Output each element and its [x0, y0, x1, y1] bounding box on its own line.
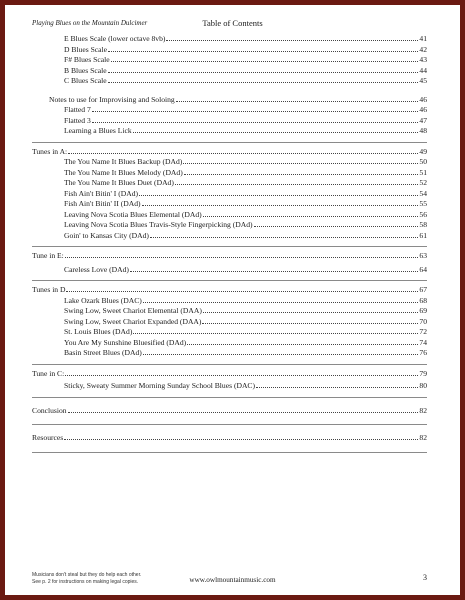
toc-entry[interactable]: Leaving Nova Scotia Blues Travis-Style Fingerpicking (DAd) 58: [64, 220, 427, 229]
toc-entry[interactable]: F# Blues Scale 43: [64, 55, 427, 64]
toc-heading-tunes-in-a[interactable]: Tunes in A: 49: [32, 146, 427, 156]
toc-heading-tune-in-c[interactable]: Tune in C: 79: [32, 368, 427, 378]
running-head: Playing Blues on the Mountain Dulcimer: [32, 19, 148, 27]
toc-entry[interactable]: Goin' to Kansas City (DAd) 61: [64, 230, 427, 240]
toc-entry[interactable]: Basin Street Blues (DAd) 76: [64, 348, 427, 357]
section-divider: [32, 142, 427, 143]
toc-entry[interactable]: The You Name It Blues Duet (DAd) 52: [64, 178, 427, 187]
toc-entry[interactable]: You Are My Sunshine Bluesified (DAd) 74: [64, 337, 427, 347]
toc-heading-conclusion[interactable]: Conclusion 82: [32, 405, 427, 415]
toc-entry[interactable]: Fish Ain't Bitin' II (DAd) 55: [64, 199, 427, 208]
footer-note-line: See p. 2 for instructions on making legal copies.: [32, 578, 139, 585]
section-divider: [32, 246, 427, 247]
section-divider: [32, 364, 427, 365]
toc-entry[interactable]: D Blues Scale 42: [64, 44, 427, 54]
toc-entry[interactable]: E Blues Scale (lower octave 8vb) 41: [64, 34, 427, 43]
toc-entry[interactable]: Leaving Nova Scotia Blues Elemental (DAd) 56: [64, 209, 427, 219]
toc-entry[interactable]: Careless Love (DAd) 64: [64, 264, 427, 274]
toc-entry[interactable]: The You Name It Blues Backup (DAd) 50: [64, 157, 427, 166]
document-page: [5, 5, 460, 595]
toc-heading-tune-in-e[interactable]: Tune in E: 63: [32, 251, 427, 260]
toc-heading-resources[interactable]: Resources 82: [32, 433, 427, 442]
table-of-contents: [32, 33, 427, 456]
toc-entry[interactable]: Lake Ozark Blues (DAC) 68: [64, 295, 427, 305]
toc-heading-improvising[interactable]: Notes to use for Improvising and Soloing 46: [49, 94, 427, 104]
toc-entry[interactable]: Flatted 7 46: [64, 105, 427, 114]
toc-entry[interactable]: B Blues Scale 44: [64, 65, 427, 75]
toc-entry[interactable]: Sticky, Sweaty Summer Morning Sunday School Blues (DAC) 80: [64, 381, 427, 390]
section-divider: [32, 397, 427, 398]
page-title: Table of Contents: [202, 18, 263, 28]
toc-entry[interactable]: Flatted 3 47: [64, 115, 427, 125]
section-divider: [32, 452, 427, 453]
toc-entry[interactable]: Swing Low, Sweet Chariot Expanded (DAA) 70: [64, 316, 427, 326]
section-divider: [32, 280, 427, 281]
toc-entry[interactable]: Swing Low, Sweet Chariot Elemental (DAA) 69: [64, 306, 427, 315]
toc-entry[interactable]: Learning a Blues Lick 48: [64, 126, 427, 135]
toc-entry[interactable]: C Blues Scale 45: [64, 76, 427, 85]
toc-entry[interactable]: Fish Ain't Bitin' I (DAd) 54: [64, 188, 427, 198]
toc-heading-tunes-in-d[interactable]: Tunes in D 67: [32, 285, 427, 294]
footer-note-line: Musicians don't steal but they do help each other.: [32, 572, 142, 578]
toc-entry[interactable]: The You Name It Blues Melody (DAd) 51: [64, 167, 427, 177]
page-number: 3: [423, 573, 427, 582]
footer-url[interactable]: www.owlmountainmusic.com: [189, 576, 276, 584]
section-divider: [32, 424, 427, 425]
toc-entry[interactable]: St. Louis Blues (DAd) 72: [64, 327, 427, 336]
